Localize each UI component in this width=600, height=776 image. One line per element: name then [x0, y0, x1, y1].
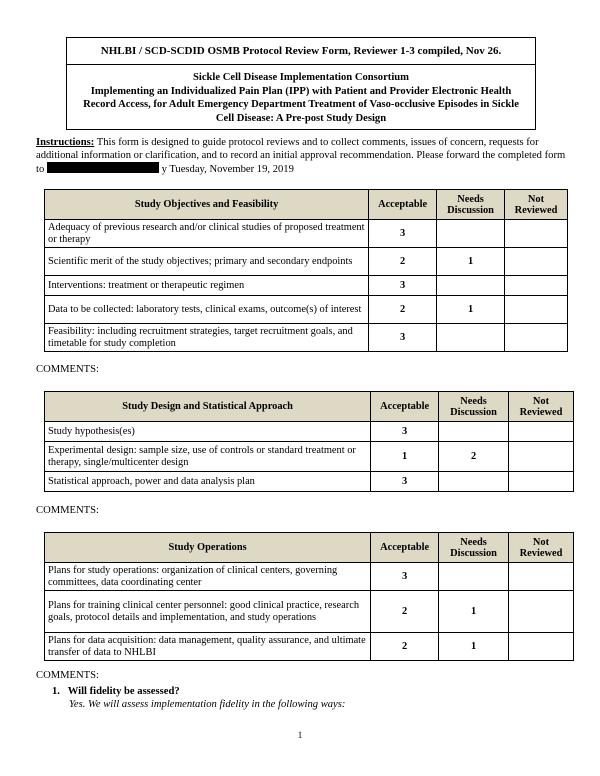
table-row [45, 324, 568, 352]
question-cell: Study hypothesis(es) [45, 422, 371, 442]
table-row [45, 633, 574, 661]
question-cell: Plans for study operations: organization of clinical centers, governing committees, data coordinating center [45, 563, 371, 591]
redaction-box [47, 162, 159, 173]
table-objectives-feasibility [44, 189, 568, 352]
needs-discussion-cell [437, 324, 505, 352]
needs-discussion-cell [437, 276, 505, 296]
consortium-name: Sickle Cell Disease Implementation Consortium [193, 72, 409, 83]
instructions [36, 136, 576, 176]
needs-discussion-cell: 1 [439, 591, 509, 633]
acceptable-cell: 3 [369, 324, 437, 352]
table-row [45, 220, 568, 248]
table-row [45, 591, 574, 633]
acceptable-cell: 2 [371, 633, 439, 661]
question-cell: Plans for training clinical center personnel: good clinical practice, research goals, protocol details and implementation, and study operations [45, 591, 371, 633]
table-design-statistics [44, 391, 574, 492]
acceptable-cell: 3 [371, 472, 439, 492]
table-row [45, 296, 568, 324]
col-acceptable: Acceptable [369, 190, 437, 220]
not-reviewed-cell [509, 633, 574, 661]
table-row [45, 422, 574, 442]
instructions-label: Instructions: [36, 137, 95, 148]
comments-label: COMMENTS: [36, 364, 99, 375]
numbered-list [36, 686, 345, 710]
table-row [45, 472, 574, 492]
acceptable-cell: 2 [369, 248, 437, 276]
col-not-reviewed: Not Reviewed [509, 533, 574, 563]
acceptable-cell: 3 [369, 220, 437, 248]
study-title: Implementing an Individualized Pain Plan (IPP) with Patient and Provider Electronic Health Record Access, for Adult Emergency Department Treatment of Vaso-occlusive Episodes in Sickle Cell Disease: A Pre-post Study Design [83, 85, 519, 124]
needs-discussion-cell: 1 [437, 248, 505, 276]
comments-label: COMMENTS: [36, 505, 99, 516]
table-row [45, 563, 574, 591]
list-question: Will fidelity be assessed? [67, 686, 180, 697]
not-reviewed-cell [509, 422, 574, 442]
acceptable-cell: 3 [369, 276, 437, 296]
needs-discussion-cell: 1 [439, 633, 509, 661]
table-row [45, 276, 568, 296]
question-cell: Feasibility: including recruitment strategies, target recruitment goals, and timetable for study completion [45, 324, 369, 352]
page-number: 1 [297, 730, 303, 740]
needs-discussion-cell [439, 563, 509, 591]
table-title: Study Objectives and Feasibility [45, 190, 369, 220]
question-cell: Data to be collected: laboratory tests, clinical exams, outcome(s) of interest [45, 296, 369, 324]
acceptable-cell: 3 [371, 422, 439, 442]
not-reviewed-cell [509, 563, 574, 591]
not-reviewed-cell [509, 472, 574, 492]
not-reviewed-cell [505, 276, 568, 296]
acceptable-cell: 3 [371, 563, 439, 591]
table-row [45, 248, 568, 276]
col-needs-discussion: Needs Discussion [437, 190, 505, 220]
question-cell: Interventions: treatment or therapeutic regimen [45, 276, 369, 296]
table-study-operations [44, 532, 574, 661]
table-title: Study Operations [45, 533, 371, 563]
col-needs-discussion: Needs Discussion [439, 392, 509, 422]
question-cell: Statistical approach, power and data analysis plan [45, 472, 371, 492]
col-acceptable: Acceptable [371, 392, 439, 422]
col-not-reviewed: Not Reviewed [509, 392, 574, 422]
study-title-block [67, 65, 535, 129]
col-needs-discussion: Needs Discussion [439, 533, 509, 563]
acceptable-cell: 2 [371, 591, 439, 633]
col-acceptable: Acceptable [371, 533, 439, 563]
question-cell: Experimental design: sample size, use of controls or standard treatment or therapy, single/multicenter design [45, 442, 371, 472]
needs-discussion-cell [437, 220, 505, 248]
not-reviewed-cell [505, 324, 568, 352]
list-item [52, 686, 345, 697]
needs-discussion-cell: 2 [439, 442, 509, 472]
not-reviewed-cell [509, 591, 574, 633]
list-answer: Yes. We will assess implementation fidelity in the following ways: [69, 699, 346, 710]
question-cell: Plans for data acquisition: data management, quality assurance, and ultimate transfer of data to NHLBI [45, 633, 371, 661]
table-row [45, 442, 574, 472]
col-not-reviewed: Not Reviewed [505, 190, 568, 220]
question-cell: Scientific merit of the study objectives; primary and secondary endpoints [45, 248, 369, 276]
acceptable-cell: 2 [369, 296, 437, 324]
not-reviewed-cell [505, 220, 568, 248]
header-box [66, 37, 536, 130]
form-title: NHLBI / SCD-SCDID OSMB Protocol Review Form, Reviewer 1-3 compiled, Nov 26. [67, 38, 535, 65]
needs-discussion-cell: 1 [437, 296, 505, 324]
acceptable-cell: 1 [371, 442, 439, 472]
not-reviewed-cell [509, 442, 574, 472]
table-title: Study Design and Statistical Approach [45, 392, 371, 422]
list-number: 1. [52, 686, 60, 697]
comments-label: COMMENTS: [36, 670, 99, 681]
needs-discussion-cell [439, 422, 509, 442]
instructions-text: This form is designed to guide protocol reviews and to collect comments, issues of concern, requests for additional information or clarification, and to record an initial approval recommendation. Please forward the completed form to [36, 137, 566, 175]
not-reviewed-cell [505, 296, 568, 324]
instructions-deadline: y Tuesday, November 19, 2019 [161, 164, 294, 175]
question-cell: Adequacy of previous research and/or clinical studies of proposed treatment or therapy [45, 220, 369, 248]
needs-discussion-cell [439, 472, 509, 492]
not-reviewed-cell [505, 248, 568, 276]
